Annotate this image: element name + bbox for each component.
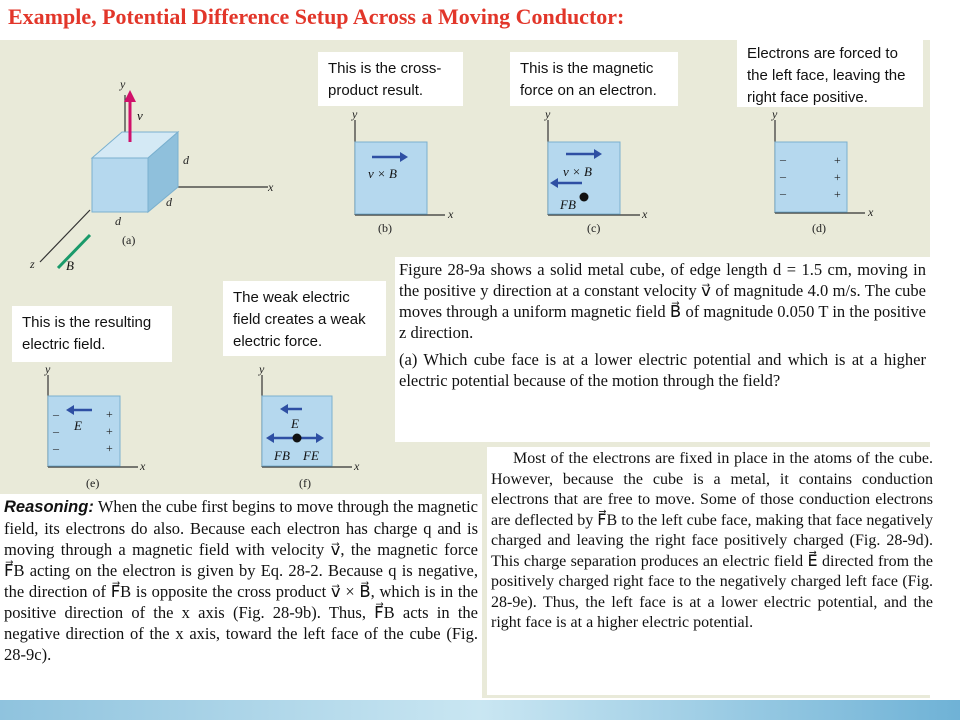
caption-d: (d) bbox=[812, 221, 826, 235]
edge-label-1: d bbox=[183, 153, 189, 167]
figure-e bbox=[44, 362, 146, 490]
axis-x-label-a: x bbox=[268, 180, 274, 194]
caption-e: (e) bbox=[86, 476, 100, 490]
svg-text:+: + bbox=[106, 407, 113, 421]
answer-box bbox=[487, 447, 937, 695]
figure-a-cube bbox=[29, 77, 274, 273]
figure-f bbox=[258, 362, 360, 490]
slide-footer-band bbox=[0, 700, 960, 720]
svg-text:+: + bbox=[834, 187, 841, 201]
answer-text: Most of the electrons are fixed in place in the atoms of the cube. However, because the cube is a metal, it contains conduction electrons that are free to move. Some of those conduction electrons are deflected by F⃗B to the left cube face, making that face negatively charged and leaving the right face positively charged (Fig. 28-9d). This charge separation produces an electric field E⃗ directed from the positively charged right face to the negatively charged left face (Fig. 28-9e). Thus, the left face is at a lower electric potential, and the right face is at a higher electric potential. bbox=[491, 450, 933, 631]
fe-label-f: FE bbox=[303, 448, 319, 463]
axis-x-label-e: x bbox=[140, 459, 146, 473]
axis-x-label-c: x bbox=[642, 207, 648, 221]
figure-b bbox=[351, 107, 454, 235]
axis-y-label-f: y bbox=[259, 362, 265, 376]
callout-c: This is the magnetic force on an electron. bbox=[510, 52, 678, 106]
svg-text:+: + bbox=[834, 153, 841, 167]
caption-c: (c) bbox=[587, 221, 601, 235]
vxb-label-c: v × B bbox=[563, 164, 592, 179]
svg-text:–: – bbox=[780, 186, 786, 200]
axis-y-label-a: y bbox=[120, 77, 126, 91]
reasoning-box bbox=[0, 494, 482, 700]
axis-y-label-b: y bbox=[352, 107, 358, 121]
problem-question-text: (a) Which cube face is at a lower electric potential and which is at a higher electric potential because of the motion through the field? bbox=[399, 350, 926, 390]
b-field-label: B bbox=[66, 258, 74, 273]
svg-text:+: + bbox=[106, 424, 113, 438]
problem-statement bbox=[395, 257, 930, 442]
axis-y-label-c: y bbox=[545, 107, 551, 121]
svg-text:–: – bbox=[780, 152, 786, 166]
axis-y-label-d: y bbox=[772, 107, 778, 121]
figure-d bbox=[771, 107, 874, 235]
fb-label-c: FB bbox=[560, 197, 576, 212]
reasoning-label: Reasoning: bbox=[4, 498, 94, 516]
e-label-f: E bbox=[291, 416, 299, 431]
caption-b: (b) bbox=[378, 221, 392, 235]
svg-text:–: – bbox=[53, 407, 59, 421]
axis-z-label-a: z bbox=[30, 257, 35, 271]
axis-x-label-d: x bbox=[868, 205, 874, 219]
axis-x-label-b: x bbox=[448, 207, 454, 221]
callout-d: Electrons are forced to the left face, leaving the right face positive. bbox=[737, 37, 923, 107]
callout-b: This is the cross-product result. bbox=[318, 52, 463, 106]
caption-a: (a) bbox=[122, 233, 136, 247]
fb-label-f: FB bbox=[274, 448, 290, 463]
svg-text:–: – bbox=[53, 424, 59, 438]
caption-f: (f) bbox=[299, 476, 311, 490]
svg-text:+: + bbox=[106, 441, 113, 455]
axis-y-label-e: y bbox=[45, 362, 51, 376]
svg-text:+: + bbox=[834, 170, 841, 184]
reasoning-text: When the cube first begins to move through the magnetic field, its electrons do also. Because each electron has charge q and is moving through a magnetic field with velocity v⃗, the magnetic force F⃗B acting on the electron is given by Eq. 28-2. Because q is negative, the direction of F⃗B is opposite the cross product v⃗ × B⃗, which is in the positive direction of the x axis (Fig. 28-9b). Thus, F⃗B acts in the negative direction of the x axis, toward the left face of the cube (Fig. 28-9c). bbox=[4, 497, 479, 664]
velocity-label: v bbox=[137, 108, 143, 123]
figure-c bbox=[544, 107, 648, 235]
callout-f: The weak electric field creates a weak electric force. bbox=[223, 281, 386, 356]
svg-text:–: – bbox=[53, 441, 59, 455]
edge-label-3: d bbox=[115, 214, 121, 228]
callout-e: This is the resulting electric field. bbox=[12, 306, 172, 362]
axis-x-label-f: x bbox=[354, 459, 360, 473]
vxb-label-b: v × B bbox=[368, 166, 397, 181]
svg-text:–: – bbox=[780, 169, 786, 183]
slide-title: Example, Potential Difference Setup Across a Moving Conductor: bbox=[8, 4, 625, 29]
e-label-e: E bbox=[74, 418, 82, 433]
problem-figure-text: Figure 28-9a shows a solid metal cube, of edge length d = 1.5 cm, moving in the positive y direction at a constant velocity v⃗ of magnitude 4.0 m/s. The cube moves through a uniform magnetic field B⃗ of magnitude 0.050 T in the positive z direction. bbox=[399, 260, 926, 342]
edge-label-2: d bbox=[166, 195, 172, 209]
